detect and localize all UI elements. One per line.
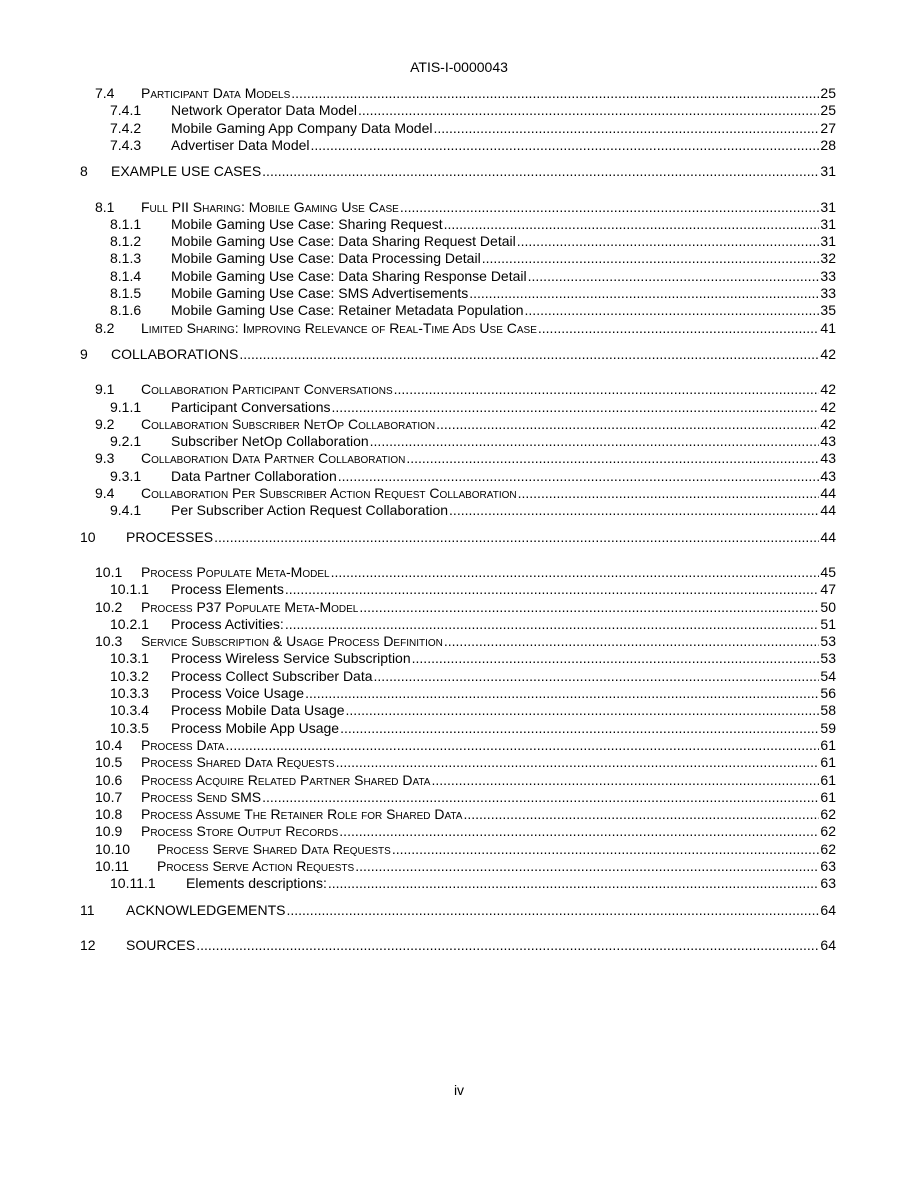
toc-entry[interactable] — [0, 346, 918, 363]
toc-entry-page: 44 — [820, 528, 836, 545]
toc-entry[interactable] — [0, 485, 918, 502]
toc-entry[interactable] — [0, 102, 918, 119]
dot-leader — [311, 137, 820, 154]
toc-entry-page: 44 — [820, 502, 836, 519]
toc-entry[interactable] — [0, 633, 918, 650]
toc-entry-page: 62 — [820, 840, 836, 857]
toc-entry[interactable] — [0, 599, 918, 616]
toc-entry-title: Participant Conversations — [171, 398, 331, 415]
toc-entry-page: 51 — [820, 615, 836, 632]
toc-entry-page: 25 — [820, 102, 836, 119]
toc-entry-title: Process Acquire Related Partner Shared Data — [141, 771, 431, 788]
toc-entry-number: 10.5 — [95, 754, 123, 771]
toc-entry[interactable] — [0, 120, 918, 137]
toc-entry-title: Process Activities: — [171, 615, 284, 632]
dot-leader — [359, 599, 819, 616]
toc-entry-number: 9.1 — [95, 381, 115, 398]
toc-entry-title: Mobile Gaming Use Case: Retainer Metadata Population — [171, 302, 524, 319]
toc-entry-page: 53 — [820, 633, 836, 650]
toc-entry[interactable] — [0, 754, 918, 771]
toc-entry-number: 10.8 — [95, 806, 123, 823]
toc-entry-page: 45 — [820, 563, 836, 580]
dot-leader — [431, 772, 819, 789]
dot-leader — [444, 216, 820, 233]
toc-entry[interactable] — [0, 450, 918, 467]
dot-leader — [444, 633, 820, 650]
toc-entry[interactable] — [0, 416, 918, 433]
toc-entry[interactable] — [0, 250, 918, 267]
dot-leader — [331, 564, 820, 581]
toc-entry[interactable] — [0, 823, 918, 840]
dot-leader — [525, 302, 820, 319]
toc-entry-page: 28 — [820, 136, 836, 153]
toc-entry[interactable] — [0, 381, 918, 398]
toc-entry-title: Process Wireless Service Subscription — [171, 650, 411, 667]
toc-entry-number: 8.1.5 — [110, 285, 142, 301]
toc-entry-title: Mobile Gaming Use Case: Data Processing Detail — [171, 250, 481, 267]
toc-entry-title: Collaboration Subscriber NetOp Collaboration — [141, 415, 436, 432]
toc-entry-number: 10.3.3 — [110, 685, 149, 701]
toc-entry-page: 41 — [820, 319, 836, 336]
toc-entry-number: 10 — [80, 528, 96, 545]
toc-entry-number: 10.7 — [95, 788, 123, 805]
toc-entry-title: COLLABORATIONS — [111, 345, 239, 362]
dot-leader — [339, 823, 819, 840]
toc-entry-page: 50 — [820, 598, 836, 615]
toc-entry-number: 10.11 — [95, 858, 129, 874]
dot-leader — [291, 85, 819, 102]
toc-entry-title: Participant Data Models — [141, 85, 291, 101]
toc-entry[interactable] — [0, 737, 918, 754]
toc-entry-number: 12 — [80, 936, 96, 953]
toc-entry[interactable] — [0, 399, 918, 416]
dot-leader — [262, 789, 819, 806]
toc-entry-number: 9.4 — [95, 485, 115, 501]
toc-entry[interactable] — [0, 789, 918, 806]
toc-entry[interactable] — [0, 268, 918, 285]
toc-entry-number: 7.4.2 — [110, 119, 142, 136]
dot-leader — [285, 616, 820, 633]
toc-entry[interactable] — [0, 285, 918, 302]
toc-entry-title: ACKNOWLEDGEMENTS — [126, 901, 286, 918]
toc-entry-title: Collaboration Participant Conversations — [141, 381, 393, 398]
toc-entry-page: 33 — [820, 285, 836, 301]
toc-entry-page: 61 — [820, 788, 836, 805]
toc-entry-page: 27 — [820, 119, 836, 136]
dot-leader — [340, 720, 819, 737]
toc-entry-number: 11 — [80, 901, 95, 918]
toc-entry-number: 8.1.1 — [110, 215, 142, 232]
toc-entry-number: 10.3 — [95, 633, 123, 650]
toc-entry-number: 10.3.4 — [110, 702, 149, 719]
toc-entry[interactable] — [0, 875, 918, 892]
toc-entry-page: 42 — [820, 398, 836, 415]
toc-entry[interactable] — [0, 685, 918, 702]
toc-entry-title: Collaboration Per Subscriber Action Request Collaboration — [141, 485, 517, 501]
dot-leader — [196, 937, 819, 954]
toc-entry[interactable] — [0, 668, 918, 685]
toc-entry-number: 8.1.4 — [110, 267, 142, 284]
dot-leader — [328, 875, 820, 892]
toc-entry[interactable] — [0, 937, 918, 954]
dot-leader — [394, 381, 820, 398]
page-header: ATIS-I-0000043 — [410, 59, 508, 75]
toc-entry-page: 54 — [820, 667, 836, 684]
toc-entry[interactable] — [0, 302, 918, 319]
toc-entry-title: Subscriber NetOp Collaboration — [171, 433, 369, 450]
toc-entry-number: 10.9 — [95, 823, 123, 840]
toc-entry-number: 10.1 — [95, 563, 123, 580]
toc-entry-page: 53 — [820, 650, 836, 667]
toc-entry-page: 31 — [820, 233, 836, 250]
toc-entry-title: Process Send SMS — [141, 788, 262, 805]
toc-entry-page: 43 — [820, 450, 836, 467]
toc-entry-number: 7.4.3 — [110, 136, 142, 153]
toc-entry-page: 61 — [820, 736, 836, 753]
dot-leader — [400, 199, 820, 216]
toc-entry[interactable] — [0, 468, 918, 485]
toc-entry-page: 63 — [820, 875, 836, 892]
toc-entry-title: SOURCES — [126, 936, 196, 953]
toc-entry-page: 59 — [820, 719, 836, 736]
toc-entry-page: 47 — [820, 581, 836, 598]
toc-entry-title: Mobile Gaming Use Case: SMS Advertisements — [171, 285, 469, 301]
toc-entry-number: 8.1.2 — [110, 233, 142, 250]
dot-leader — [469, 285, 819, 302]
toc-entry-title: PROCESSES — [126, 528, 214, 545]
toc-entry-title: Data Partner Collaboration — [171, 467, 337, 484]
dot-leader — [286, 902, 819, 919]
page-footer-number: iv — [453, 1082, 465, 1098]
toc-entry-title: Network Operator Data Model — [171, 102, 357, 119]
dot-leader — [518, 485, 820, 502]
dot-leader — [436, 416, 819, 433]
toc-entry-number: 10.10 — [95, 840, 131, 857]
toc-entry[interactable] — [0, 163, 918, 180]
toc-entry-title: Process Voice Usage — [171, 685, 305, 701]
toc-entry[interactable] — [0, 902, 918, 919]
toc-entry-page: 44 — [820, 485, 836, 501]
toc-entry-number: 9.1.1 — [110, 398, 142, 415]
dot-leader — [338, 468, 820, 485]
toc-entry-page: 25 — [820, 85, 836, 101]
toc-entry-title: Per Subscriber Action Request Collaboration — [171, 502, 449, 519]
dot-leader — [463, 806, 819, 823]
dot-leader — [392, 841, 820, 858]
dot-leader — [285, 581, 820, 598]
toc-entry[interactable] — [0, 199, 918, 216]
toc-entry-page: 31 — [820, 163, 836, 180]
dot-leader — [305, 685, 819, 702]
dot-leader — [433, 120, 819, 137]
toc-entry-number: 9 — [80, 345, 88, 362]
toc-entry-title: Process Assume The Retainer Role for Shared Data — [141, 806, 463, 823]
dot-leader — [239, 346, 819, 363]
toc-entry-title: Process Elements — [171, 581, 284, 598]
toc-entry-title: Process Shared Data Requests — [141, 754, 335, 771]
toc-entry-title: Full PII Sharing: Mobile Gaming Use Case — [141, 198, 399, 215]
dot-leader — [406, 450, 819, 467]
toc-entry-page: 63 — [820, 858, 836, 874]
toc-entry[interactable] — [0, 806, 918, 823]
dot-leader — [538, 320, 820, 337]
toc-entry-page: 42 — [820, 345, 836, 362]
toc-entry-number: 8.1.6 — [110, 302, 142, 319]
dot-leader — [358, 102, 819, 119]
dot-leader — [374, 668, 820, 685]
toc-entry-number: 10.2 — [95, 598, 123, 615]
toc-entry-title: Mobile Gaming Use Case: Data Sharing Request Detail — [171, 233, 516, 250]
toc-entry-page: 43 — [820, 467, 836, 484]
toc-entry-page: 64 — [820, 901, 836, 918]
toc-entry-title: Process Serve Shared Data Requests — [157, 840, 391, 857]
toc-entry-page: 35 — [820, 302, 836, 319]
toc-entry-number: 10.11.1 — [110, 875, 156, 892]
dot-leader — [262, 163, 819, 180]
toc-entry-number: 9.3 — [95, 450, 115, 467]
toc-entry-title: Service Subscription & Usage Process Definition — [141, 633, 443, 650]
dot-leader — [482, 250, 820, 267]
toc-entry-title: Process Collect Subscriber Data — [171, 667, 373, 684]
dot-leader — [355, 858, 819, 875]
toc-entry-title: Collaboration Data Partner Collaboration — [141, 450, 406, 467]
toc-entry[interactable] — [0, 320, 918, 337]
toc-entry-number: 10.3.1 — [110, 650, 149, 667]
toc-entry-title: Elements descriptions: — [186, 875, 327, 892]
toc-entry-page: 33 — [820, 267, 836, 284]
toc-entry-number: 8.2 — [95, 319, 115, 336]
toc-entry-number: 10.4 — [95, 736, 123, 753]
dot-leader — [528, 268, 820, 285]
toc-entry-number: 10.3.5 — [110, 719, 149, 736]
toc-entry-number: 9.2.1 — [110, 433, 142, 450]
dot-leader — [336, 754, 820, 771]
toc-entry-title: Mobile Gaming Use Case: Data Sharing Response Detail — [171, 267, 527, 284]
toc-entry[interactable] — [0, 650, 918, 667]
toc-entry-number: 9.4.1 — [110, 502, 142, 519]
toc-entry-number: 7.4 — [95, 85, 115, 101]
toc-entry[interactable] — [0, 772, 918, 789]
toc-entry-number: 8 — [80, 163, 88, 180]
toc-entry-page: 43 — [820, 433, 836, 450]
toc-entry-title: Process P37 Populate Meta-Model — [141, 598, 359, 615]
toc-entry-title: Process Populate Meta-Model — [141, 563, 330, 580]
toc-entry[interactable] — [0, 720, 918, 737]
toc-entry-title: Mobile Gaming Use Case: Sharing Request — [171, 215, 443, 232]
toc-entry-title: Process Store Output Records — [141, 823, 339, 840]
dot-leader — [449, 502, 819, 519]
toc-entry[interactable] — [0, 581, 918, 598]
toc-entry-page: 62 — [820, 823, 836, 840]
toc-entry-number: 8.1 — [95, 198, 115, 215]
dot-leader — [412, 650, 820, 667]
toc-entry-page: 58 — [820, 702, 836, 719]
toc-entry-number: 10.1.1 — [110, 581, 149, 598]
toc-entry-number: 7.4.1 — [110, 102, 142, 119]
toc-entry-page: 42 — [820, 415, 836, 432]
toc-entry[interactable] — [0, 216, 918, 233]
toc-entry[interactable] — [0, 616, 918, 633]
toc-entry[interactable] — [0, 529, 918, 546]
toc-entry[interactable] — [0, 564, 918, 581]
toc-entry-title: Process Data — [141, 736, 225, 753]
dot-leader — [517, 233, 820, 250]
toc-entry-page: 31 — [820, 215, 836, 232]
toc-entry[interactable] — [0, 85, 918, 102]
toc-entry-page: 61 — [820, 754, 836, 771]
toc-entry-page: 61 — [820, 771, 836, 788]
toc-entry-title: Process Mobile Data Usage — [171, 702, 345, 719]
toc-entry-title: Process Mobile App Usage — [171, 719, 340, 736]
dot-leader — [214, 529, 819, 546]
dot-leader — [332, 399, 820, 416]
toc-entry-number: 10.6 — [95, 771, 123, 788]
toc-entry-title: Limited Sharing: Improving Relevance of Real-Time Ads Use Case — [141, 319, 537, 336]
toc-entry-page: 56 — [820, 685, 836, 701]
toc-entry-page: 62 — [820, 806, 836, 823]
toc-entry[interactable] — [0, 702, 918, 719]
toc-entry-page: 31 — [820, 198, 836, 215]
toc-entry[interactable] — [0, 433, 918, 450]
toc-entry[interactable] — [0, 841, 918, 858]
toc-entry-title: Mobile Gaming App Company Data Model — [171, 119, 433, 136]
toc-entry-number: 9.2 — [95, 415, 115, 432]
toc-entry-number: 8.1.3 — [110, 250, 142, 267]
toc-entry-title: EXAMPLE USE CASES — [111, 163, 262, 180]
dot-leader — [346, 702, 820, 719]
toc-entry-number: 10.2.1 — [110, 615, 149, 632]
toc-entry[interactable] — [0, 502, 918, 519]
dot-leader — [226, 737, 820, 754]
toc-entry[interactable] — [0, 137, 918, 154]
toc-entry-number: 9.3.1 — [110, 467, 142, 484]
toc-entry-title: Advertiser Data Model — [171, 136, 310, 153]
toc-entry[interactable] — [0, 858, 918, 875]
toc-entry-title: Process Serve Action Requests — [157, 858, 355, 874]
toc-entry-number: 10.3.2 — [110, 667, 149, 684]
toc-entry-page: 42 — [820, 381, 836, 398]
toc-entry[interactable] — [0, 233, 918, 250]
dot-leader — [370, 433, 820, 450]
toc-entry-page: 32 — [820, 250, 836, 267]
toc-entry-page: 64 — [820, 936, 836, 953]
